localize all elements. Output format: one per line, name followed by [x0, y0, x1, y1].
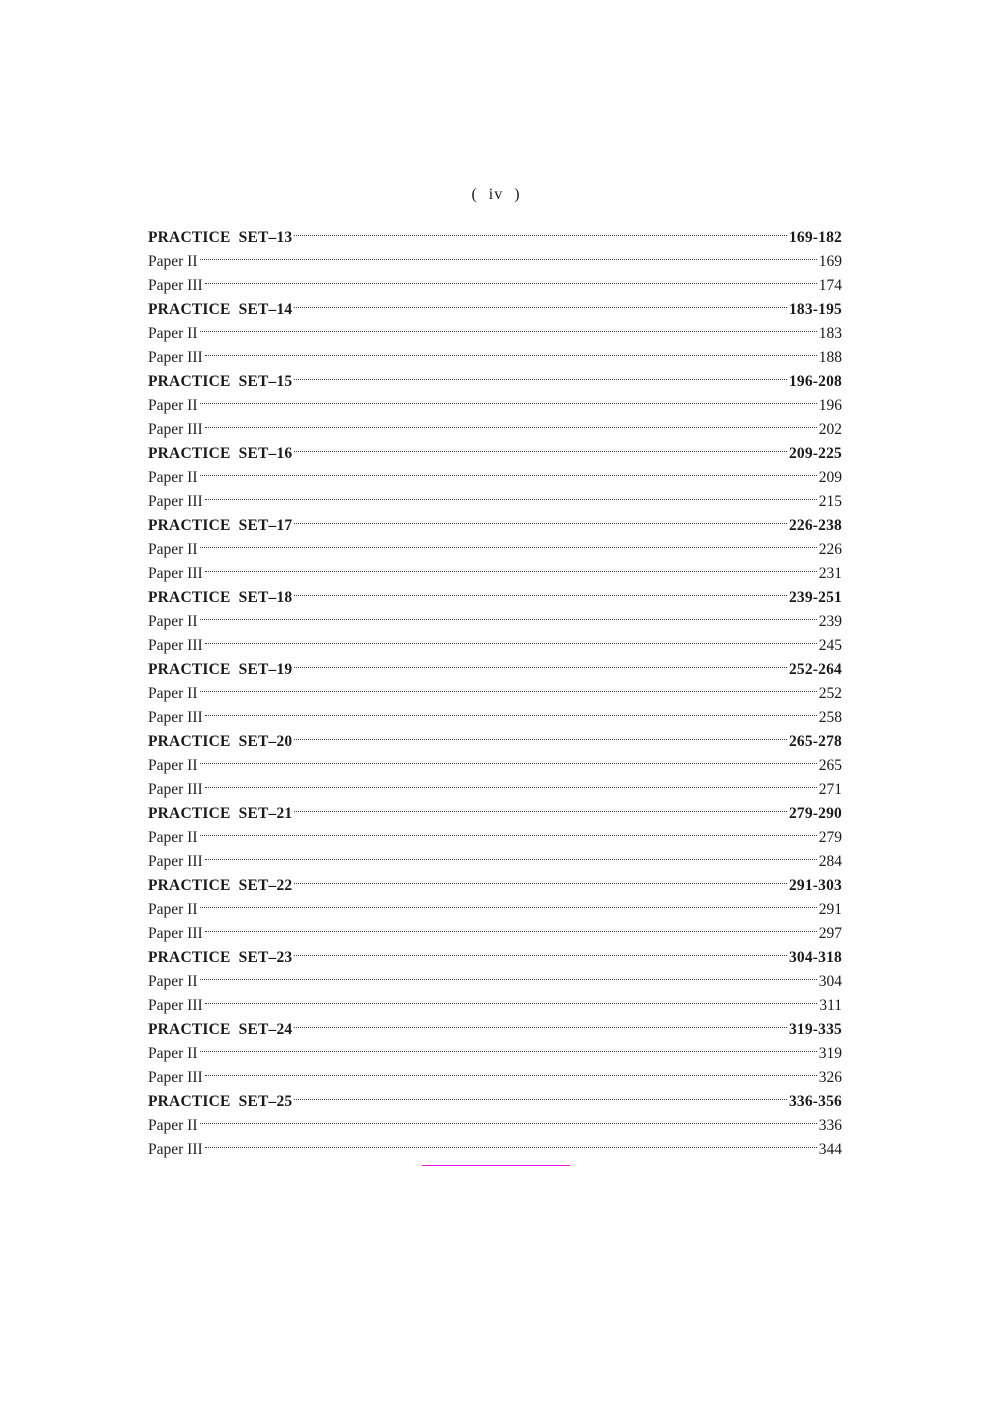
- toc-paper-entry: [148, 1106, 842, 1134]
- toc-entry-label: Paper II: [148, 541, 198, 558]
- toc-entry-label: Paper II: [148, 397, 198, 414]
- toc-entry-label: Paper III: [148, 493, 203, 510]
- toc-paper-entry: [148, 698, 842, 726]
- toc-entry-pages: 252: [818, 685, 842, 702]
- toc-entry-label: Paper II: [148, 469, 198, 486]
- dot-leader: [205, 482, 817, 506]
- toc-entry-pages: 284: [818, 853, 842, 870]
- dot-leader: [200, 1034, 817, 1058]
- toc-entry-label: Paper III: [148, 997, 203, 1014]
- dot-leader: [200, 962, 817, 986]
- toc-set-entry: [148, 434, 842, 462]
- toc-set-entry: [148, 218, 842, 246]
- toc-entry-pages: 319-335: [788, 1021, 842, 1038]
- dot-leader: [294, 578, 787, 602]
- dot-leader: [205, 842, 817, 866]
- toc-entry-pages: 188: [818, 349, 842, 366]
- dot-leader: [294, 362, 787, 386]
- dot-leader: [294, 794, 787, 818]
- toc-entry-label: PRACTICE SET–23: [148, 949, 293, 966]
- toc-entry-pages: 304-318: [788, 949, 842, 966]
- table-of-contents: [148, 218, 842, 1158]
- dot-leader: [205, 554, 817, 578]
- dot-leader: [205, 986, 818, 1010]
- toc-entry-pages: 271: [818, 781, 842, 798]
- toc-paper-entry: [148, 338, 842, 366]
- dot-leader: [294, 218, 787, 242]
- dot-leader: [200, 746, 817, 770]
- toc-paper-entry: [148, 986, 842, 1014]
- toc-entry-pages: 226-238: [788, 517, 842, 534]
- toc-paper-entry: [148, 482, 842, 510]
- toc-entry-pages: 209-225: [788, 445, 842, 462]
- toc-set-entry: [148, 362, 842, 390]
- toc-entry-label: Paper II: [148, 973, 198, 990]
- toc-entry-label: Paper II: [148, 253, 198, 270]
- page-number: ( iv ): [471, 186, 521, 203]
- toc-set-entry: [148, 506, 842, 534]
- toc-paper-entry: [148, 626, 842, 654]
- toc-entry-pages: 169: [818, 253, 842, 270]
- toc-set-entry: [148, 722, 842, 750]
- toc-entry-label: Paper II: [148, 1045, 198, 1062]
- toc-set-entry: [148, 290, 842, 318]
- dot-leader: [294, 506, 787, 530]
- toc-paper-entry: [148, 410, 842, 438]
- toc-entry-label: Paper III: [148, 709, 203, 726]
- toc-entry-label: Paper III: [148, 349, 203, 366]
- toc-set-entry: [148, 866, 842, 894]
- toc-entry-pages: 174: [818, 277, 842, 294]
- dot-leader: [205, 698, 817, 722]
- toc-entry-pages: 336: [818, 1117, 842, 1134]
- dot-leader: [294, 938, 787, 962]
- toc-entry-pages: 265-278: [788, 733, 842, 750]
- toc-entry-label: Paper III: [148, 421, 203, 438]
- toc-entry-label: PRACTICE SET–19: [148, 661, 293, 678]
- dot-leader: [294, 722, 787, 746]
- toc-entry-pages: 239: [818, 613, 842, 630]
- toc-entry-pages: 297: [818, 925, 842, 942]
- dot-leader: [200, 1106, 817, 1130]
- dot-leader: [205, 1130, 817, 1154]
- toc-entry-pages: 169-182: [788, 229, 842, 246]
- dot-leader: [205, 410, 817, 434]
- toc-entry-label: Paper II: [148, 1117, 198, 1134]
- toc-paper-entry: [148, 386, 842, 414]
- toc-entry-pages: 336-356: [788, 1093, 842, 1110]
- dot-leader: [205, 914, 817, 938]
- toc-entry-label: Paper II: [148, 613, 198, 630]
- toc-paper-entry: [148, 914, 842, 942]
- toc-entry-pages: 226: [818, 541, 842, 558]
- dot-leader: [205, 266, 817, 290]
- toc-entry-label: PRACTICE SET–24: [148, 1021, 293, 1038]
- toc-entry-pages: 311: [819, 997, 842, 1014]
- toc-paper-entry: [148, 458, 842, 486]
- toc-set-entry: [148, 1010, 842, 1038]
- dot-leader: [294, 434, 787, 458]
- toc-entry-label: Paper III: [148, 1069, 203, 1086]
- toc-entry-pages: 183: [818, 325, 842, 342]
- dot-leader: [200, 242, 817, 266]
- toc-paper-entry: [148, 1130, 842, 1158]
- toc-entry-pages: 326: [818, 1069, 842, 1086]
- toc-entry-label: Paper III: [148, 853, 203, 870]
- toc-entry-label: Paper II: [148, 685, 198, 702]
- toc-entry-pages: 258: [818, 709, 842, 726]
- toc-entry-pages: 279-290: [788, 805, 842, 822]
- dot-leader: [294, 866, 787, 890]
- toc-paper-entry: [148, 1034, 842, 1062]
- dot-leader: [205, 626, 817, 650]
- toc-entry-label: Paper II: [148, 757, 198, 774]
- dot-leader: [294, 290, 787, 314]
- toc-paper-entry: [148, 314, 842, 342]
- toc-entry-label: PRACTICE SET–13: [148, 229, 293, 246]
- toc-entry-label: Paper III: [148, 637, 203, 654]
- toc-entry-pages: 183-195: [788, 301, 842, 318]
- toc-entry-pages: 231: [818, 565, 842, 582]
- toc-set-entry: [148, 794, 842, 822]
- toc-entry-pages: 279: [818, 829, 842, 846]
- dot-leader: [294, 650, 787, 674]
- toc-entry-label: Paper III: [148, 925, 203, 942]
- toc-entry-label: PRACTICE SET–20: [148, 733, 293, 750]
- toc-entry-pages: 304: [818, 973, 842, 990]
- toc-paper-entry: [148, 674, 842, 702]
- toc-paper-entry: [148, 962, 842, 990]
- toc-entry-pages: 202: [818, 421, 842, 438]
- toc-paper-entry: [148, 602, 842, 630]
- toc-entry-label: PRACTICE SET–18: [148, 589, 293, 606]
- dot-leader: [200, 386, 817, 410]
- end-rule: [422, 1165, 570, 1166]
- toc-entry-pages: 245: [818, 637, 842, 654]
- toc-entry-pages: 319: [818, 1045, 842, 1062]
- dot-leader: [205, 338, 817, 362]
- toc-entry-pages: 215: [818, 493, 842, 510]
- toc-entry-label: Paper III: [148, 277, 203, 294]
- toc-entry-label: PRACTICE SET–16: [148, 445, 293, 462]
- dot-leader: [205, 1058, 817, 1082]
- toc-entry-label: Paper II: [148, 325, 198, 342]
- toc-paper-entry: [148, 554, 842, 582]
- dot-leader: [200, 530, 817, 554]
- toc-entry-pages: 196-208: [788, 373, 842, 390]
- toc-entry-label: PRACTICE SET–14: [148, 301, 293, 318]
- toc-entry-label: Paper II: [148, 829, 198, 846]
- toc-entry-label: PRACTICE SET–17: [148, 517, 293, 534]
- toc-entry-label: Paper III: [148, 781, 203, 798]
- toc-paper-entry: [148, 266, 842, 294]
- toc-entry-label: PRACTICE SET–25: [148, 1093, 293, 1110]
- dot-leader: [200, 602, 817, 626]
- toc-entry-pages: 209: [818, 469, 842, 486]
- toc-set-entry: [148, 938, 842, 966]
- toc-paper-entry: [148, 530, 842, 558]
- toc-paper-entry: [148, 1058, 842, 1086]
- dot-leader: [200, 890, 817, 914]
- toc-paper-entry: [148, 842, 842, 870]
- dot-leader: [205, 770, 817, 794]
- toc-entry-label: Paper II: [148, 901, 198, 918]
- dot-leader: [294, 1010, 787, 1034]
- toc-paper-entry: [148, 890, 842, 918]
- toc-paper-entry: [148, 770, 842, 798]
- dot-leader: [294, 1082, 787, 1106]
- toc-set-entry: [148, 578, 842, 606]
- toc-set-entry: [148, 650, 842, 678]
- toc-entry-label: Paper III: [148, 1141, 203, 1158]
- toc-entry-pages: 344: [818, 1141, 842, 1158]
- dot-leader: [200, 674, 817, 698]
- toc-entry-pages: 265: [818, 757, 842, 774]
- toc-entry-pages: 252-264: [788, 661, 842, 678]
- dot-leader: [200, 818, 817, 842]
- toc-entry-label: PRACTICE SET–15: [148, 373, 293, 390]
- dot-leader: [200, 314, 817, 338]
- toc-entry-pages: 239-251: [788, 589, 842, 606]
- toc-entry-label: PRACTICE SET–21: [148, 805, 293, 822]
- toc-paper-entry: [148, 242, 842, 270]
- toc-entry-pages: 291: [818, 901, 842, 918]
- toc-paper-entry: [148, 746, 842, 774]
- toc-entry-pages: 196: [818, 397, 842, 414]
- dot-leader: [200, 458, 817, 482]
- toc-entry-label: Paper III: [148, 565, 203, 582]
- toc-set-entry: [148, 1082, 842, 1110]
- toc-entry-label: PRACTICE SET–22: [148, 877, 293, 894]
- toc-paper-entry: [148, 818, 842, 846]
- toc-entry-pages: 291-303: [788, 877, 842, 894]
